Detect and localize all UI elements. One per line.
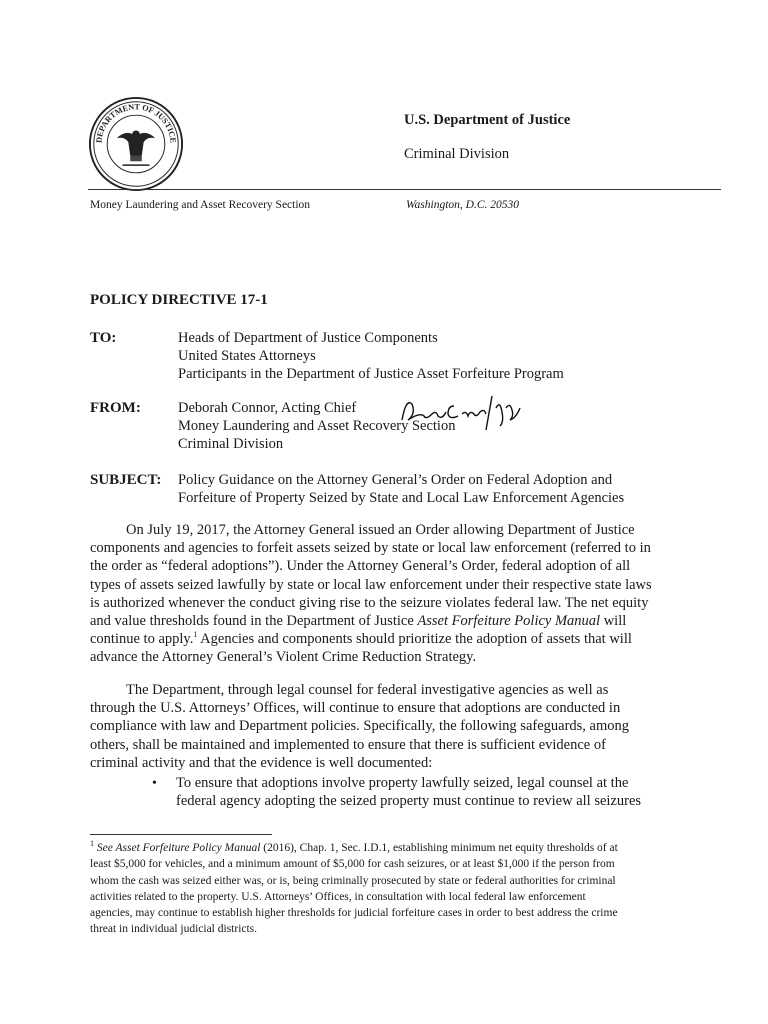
directive-title: POLICY DIRECTIVE 17-1 (90, 292, 268, 308)
footnote-line: agencies, may continue to establish higher thresholds for judicial forfeiture cases in order to best address the crime (90, 907, 618, 920)
bullet-item (176, 774, 641, 810)
paragraph-line: components and agencies to forfeit assets seized by state or local law enforcement (referred to in (90, 540, 651, 557)
footnote-reference: 1 (193, 630, 198, 640)
footnote-mark: 1 (90, 839, 94, 849)
footnote-line: activities related to the property. U.S. Attorneys’ Offices, in consultation with local federal law enforcement (90, 890, 586, 903)
manual-title: Asset Forfeiture Policy Manual (417, 613, 601, 630)
from-line: Money Laundering and Asset Recovery Section (178, 418, 456, 434)
to-line: United States Attorneys (178, 348, 316, 364)
division-name: Criminal Division (404, 146, 510, 162)
paragraph-line: On July 19, 2017, the Attorney General issued an Order allowing Department of Justice (126, 522, 635, 538)
paragraph-line: The Department, through legal counsel for federal investigative agencies as well as (126, 682, 609, 698)
subject-label: SUBJECT: (90, 472, 162, 488)
to-line: Participants in the Department of Justice Asset Forfeiture Program (178, 366, 564, 382)
body-paragraph-2 (90, 681, 690, 772)
bullet-marker: • (152, 776, 157, 791)
text-run: continue to apply. (90, 631, 194, 648)
city-address: Washington, D.C. 20530 (406, 199, 519, 211)
subject-line: Forfeiture of Property Seized by State and Local Law Enforcement Agencies (178, 490, 625, 506)
bullet-line: federal agency adopting the seized property must continue to review all seizures (176, 793, 642, 810)
to-line: Heads of Department of Justice Components (178, 330, 438, 346)
subject-line: Policy Guidance on the Attorney General’s Order on Federal Adoption and (178, 472, 613, 488)
footnote-line: whom the cash was seized either was, or is, being criminally prosecuted by state or federal authorities for criminal (90, 874, 616, 887)
footnote-citation: See Asset Forfeiture Policy Manual (96, 842, 261, 854)
text-run: Agencies and components should prioritize the adoption of assets that will (197, 631, 632, 648)
from-line: Criminal Division (178, 436, 284, 452)
letterhead-rule (88, 189, 721, 190)
footnote-line (90, 840, 618, 856)
to-recipients (178, 329, 564, 383)
paragraph-line: compliance with law and Department policies. Specifically, the following safeguards, among (90, 718, 630, 735)
bullet-line: To ensure that adoptions involve property lawfully seized, legal counsel at the (176, 775, 629, 791)
body-paragraph-1 (90, 521, 690, 667)
text-run: and value thresholds found in the Department of Justice (90, 613, 418, 630)
subject-text (178, 471, 624, 507)
paragraph-line (90, 612, 690, 630)
from-line: Deborah Connor, Acting Chief (178, 400, 357, 416)
to-label: TO: (90, 330, 117, 346)
seal-lettering: DEPARTMENT OF JUSTICE (94, 102, 178, 144)
paragraph-line: is authorized whenever the conduct giving rise to the seizure violates federal law. The net equity (90, 594, 649, 611)
text-run: will (600, 613, 627, 630)
paragraph-line (90, 630, 690, 648)
section-name: Money Laundering and Asset Recovery Section (90, 199, 311, 211)
agency-name: U.S. Department of Justice (404, 112, 571, 128)
paragraph-line: criminal activity and that the evidence is well documented: (90, 754, 433, 771)
footnote (90, 840, 618, 938)
paragraph-line: others, shall be maintained and implemented to ensure that there is sufficient evidence of (90, 736, 606, 753)
footnote-line: threat in individual judicial districts. (90, 923, 258, 936)
from-label: FROM: (90, 400, 141, 416)
paragraph-line: types of assets seized lawfully by state or local law enforcement under their respective state laws (90, 576, 652, 593)
doj-seal (88, 96, 184, 192)
text-run: (2016), Chap. 1, Sec. I.D.1, establishing minimum net equity thresholds of at (260, 842, 618, 854)
footnote-line: least $5,000 for vehicles, and a minimum amount of $5,000 for cash seizures, or at least $1,000 if the person from (90, 858, 615, 871)
paragraph-line: through the U.S. Attorneys’ Offices, will continue to ensure that adoptions are conducted in (90, 700, 621, 717)
paragraph-line: the order as “federal adoptions”). Under the Attorney General’s Order, federal adoption of all (90, 558, 631, 575)
handwritten-signature (396, 394, 526, 434)
footnote-rule (90, 834, 272, 835)
paragraph-line: advance the Attorney General’s Violent Crime Reduction Strategy. (90, 649, 477, 666)
